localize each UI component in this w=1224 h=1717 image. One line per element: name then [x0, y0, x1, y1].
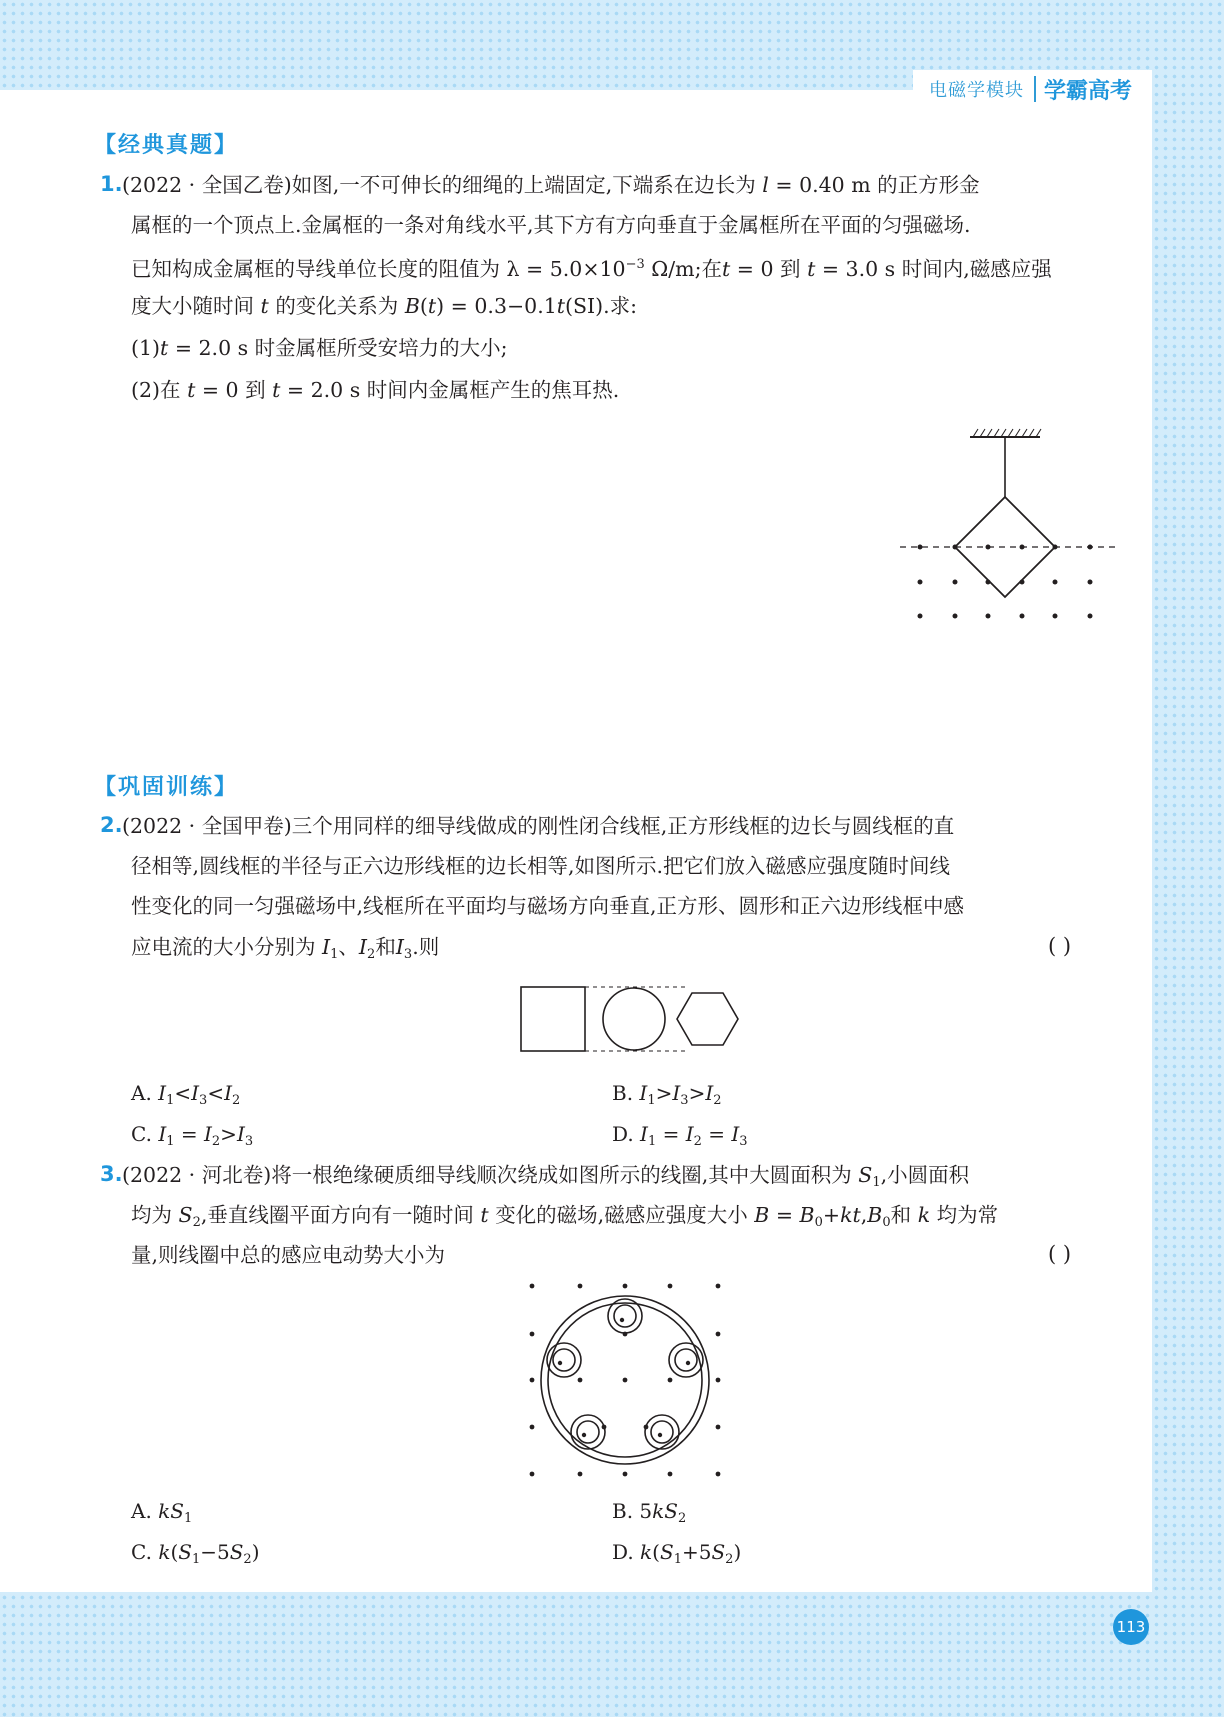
- question-2-option-b[interactable]: B. $I_1>I_3>I_2$: [612, 1081, 722, 1108]
- question-2-line-1: (2022 · 全国甲卷)三个用同样的细导线做成的刚性闭合线框,正方形线框的边长与圆线框的直: [122, 814, 955, 838]
- section-heading-consolidate: 【巩固训练】: [94, 775, 239, 800]
- question-1-part-2: (2)在 t = 0 到 t = 2.0 s 时间内金属框产生的焦耳热.: [131, 378, 620, 402]
- figure-three-frames: [520, 985, 740, 1053]
- question-3-option-d[interactable]: D. $k(S_1+5S_2)$: [612, 1540, 742, 1567]
- question-3-option-a[interactable]: A. $kS_1$: [131, 1499, 193, 1526]
- question-1-line-1: (2022 · 全国乙卷)如图,一不可伸长的细绳的上端固定,下端系在边长为 l = 0.40 m 的正方形金: [122, 173, 980, 197]
- page-number: 113: [1113, 1609, 1149, 1645]
- question-3-option-b[interactable]: B. $5kS_2$: [612, 1499, 687, 1526]
- question-3-option-c[interactable]: C. $k(S_1-5S_2)$: [131, 1540, 260, 1567]
- question-2-line-4: 应电流的大小分别为 $I_1$、$I_2$和$I_3$.则: [131, 935, 440, 962]
- header-badge: [913, 70, 1152, 108]
- question-3-answer-bracket: ( ): [1048, 1242, 1072, 1266]
- question-1-number: 1.: [100, 172, 123, 196]
- question-2-option-c[interactable]: C. $I_1 = I_2>I_3$: [131, 1122, 254, 1149]
- header-brand-logo: 学霸高考: [1044, 78, 1133, 104]
- question-1-line-3: 已知构成金属框的导线单位长度的阻值为 $\lambda = 5.0\times 10^{-3}$ Ω/m;在t = 0 到 t = 3.0 s 时间内,磁感应强: [131, 257, 1052, 281]
- question-2-option-a[interactable]: A. $I_1<I_3<I_2$: [131, 1081, 241, 1108]
- question-3-line-3: 量,则线圈中总的感应电动势大小为: [131, 1243, 446, 1267]
- small-loops: [547, 1299, 703, 1449]
- question-2-number: 2.: [100, 813, 123, 837]
- field-dots: [918, 545, 1093, 619]
- question-1-line-4: 度大小随时间 t 的变化关系为 B(t) = 0.3−0.1t(SI).求:: [131, 294, 638, 318]
- section-heading-classic: 【经典真题】: [94, 133, 239, 158]
- field-dots-coil: [530, 1284, 721, 1477]
- question-3-line-1: (2022 · 河北卷)将一根绝缘硬质细导线顺次绕成如图所示的线圈,其中大圆面积为 $S_1$,小圆面积: [122, 1163, 970, 1190]
- figure-coil: [520, 1275, 740, 1495]
- question-2-answer-bracket: ( ): [1048, 934, 1072, 958]
- question-2-option-d[interactable]: D. $I_1 = I_2 = I_3$: [612, 1122, 748, 1149]
- header-divider: [1034, 76, 1036, 102]
- question-3-line-2: 均为 $S_2$,垂直线圈平面方向有一随时间 t 变化的磁场,磁感应强度大小 $B = B_0+kt,B_0$和 k 均为常: [131, 1203, 999, 1230]
- question-1-part-1: (1)t = 2.0 s 时金属框所受安培力的大小;: [131, 336, 508, 360]
- question-3-number: 3.: [100, 1162, 123, 1186]
- question-2-line-3: 性变化的同一匀强磁场中,线框所在平面均与磁场方向垂直,正方形、圆形和正六边形线框中感: [131, 894, 965, 918]
- question-1-line-2: 属框的一个顶点上.金属框的一条对角线水平,其下方有方向垂直于金属框所在平面的匀强磁场.: [131, 213, 971, 237]
- header-module: 电磁学模块: [929, 80, 1024, 101]
- question-2-line-2: 径相等,圆线框的半径与正六边形线框的边长相等,如图所示.把它们放入磁感应强度随时间线: [131, 854, 951, 878]
- figure-square-frame: [890, 425, 1130, 625]
